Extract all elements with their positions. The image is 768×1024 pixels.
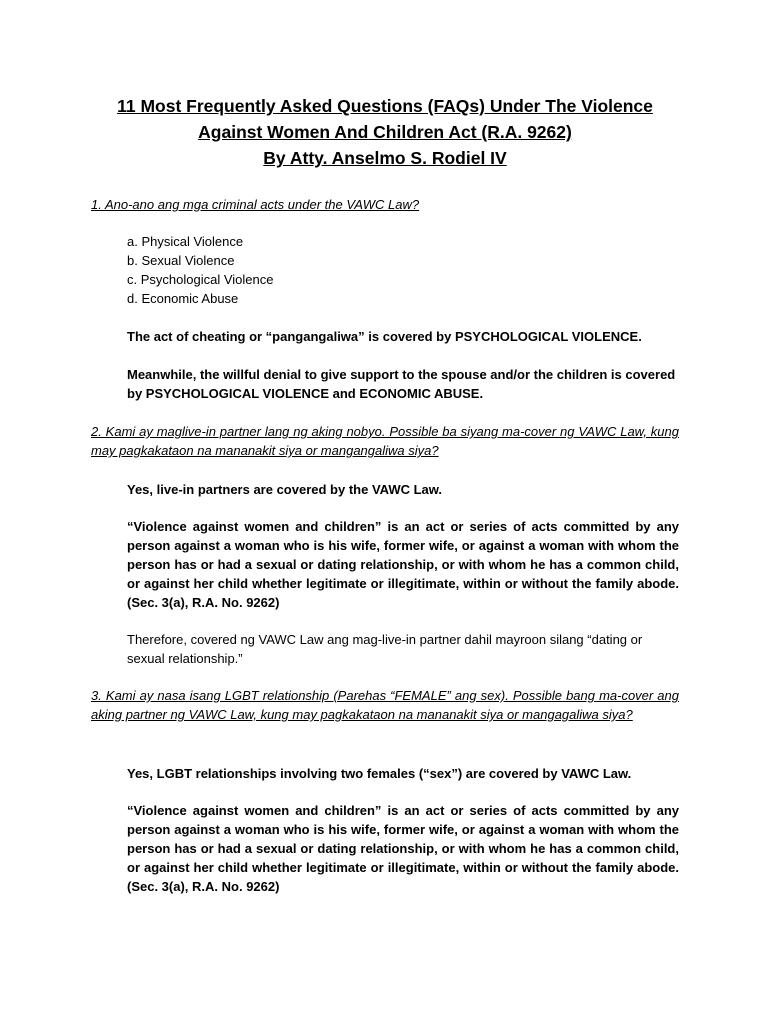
question-3: 3. Kami ay nasa isang LGBT relationship (Parehas “FEMALE” ang sex). Possible bang ma-cover ang aking partner ng VAWC Law, kung may pagkakataon na mananakit siya or mangagaliwa siya? (91, 688, 679, 722)
question-1: 1. Ano-ano ang mga criminal acts under the VAWC Law? (91, 197, 420, 212)
q1-cheating-paragraph: The act of cheating or “pangangaliwa” is covered by PSYCHOLOGICAL VIOLENCE. (127, 329, 642, 344)
q2-conclusion: Therefore, covered ng VAWC Law ang mag-live-in partner dahil mayroon silang “dating or sexual relationship.” (127, 632, 643, 666)
list-item: d. Economic Abuse (127, 291, 239, 306)
list-item: b. Sexual Violence (127, 253, 235, 268)
q2-answer: Yes, live-in partners are covered by the VAWC Law. (127, 482, 443, 497)
doc-author-line: By Atty. Anselmo S. Rodiel IV (263, 148, 507, 168)
doc-title-line-2: Against Women And Children Act (R.A. 9262) (198, 122, 572, 142)
q3-answer: Yes, LGBT relationships involving two females (“sex”) are covered by VAWC Law. (127, 766, 632, 781)
q2-definition: “Violence against women and children” is an act or series of acts committed by any person against a woman who is his wife, former wife, or against a woman with whom the person has or had a sexual or dating relationship, or with whom he has a common child, or against her child whether legitimate or illegitimate, within or without the family abode. (Sec. 3(a), R.A. No. 9262) (127, 519, 679, 610)
question-2: 2. Kami ay maglive-in partner lang ng aking nobyo. Possible ba siyang ma-cover ng VAWC Law, kung may pagkakataon na mananakit siya or mangangaliwa siya? (91, 424, 679, 458)
doc-title-line-1: 11 Most Frequently Asked Questions (FAQs) Under The Violence (117, 96, 653, 116)
list-item: c. Psychological Violence (127, 272, 274, 287)
q1-support-paragraph: Meanwhile, the willful denial to give support to the spouse and/or the children is covered by PSYCHOLOGICAL VIOLENCE and ECONOMIC ABUSE. (127, 367, 676, 401)
list-item: a. Physical Violence (127, 234, 244, 249)
q3-definition: “Violence against women and children” is an act or series of acts committed by any person against a woman who is his wife, former wife, or against a woman with whom the person has or had a sexual or dating relationship, or with whom he has a common child, or against her child whether legitimate or illegitimate, within or without the family abode. (Sec. 3(a), R.A. No. 9262) (127, 803, 679, 894)
